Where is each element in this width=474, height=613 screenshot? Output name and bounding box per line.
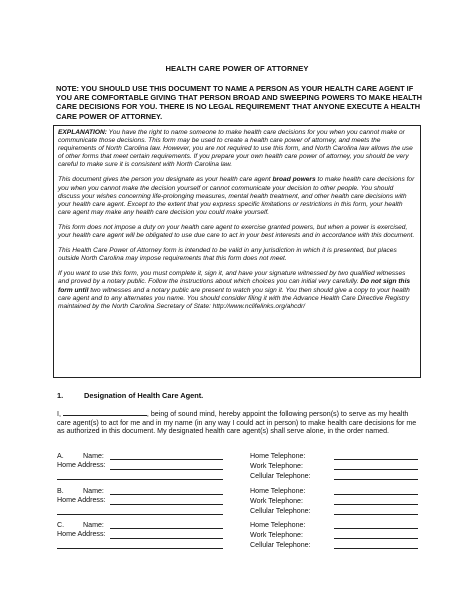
work-telephone-field[interactable] bbox=[334, 504, 418, 505]
agent-block-b bbox=[57, 487, 427, 521]
agent-name-field[interactable] bbox=[110, 494, 223, 495]
home-telephone-label: Home Telephone: bbox=[250, 521, 306, 529]
name-label: Name: bbox=[83, 487, 104, 495]
home-telephone-field[interactable] bbox=[334, 528, 418, 529]
agent-address-field-2[interactable] bbox=[57, 514, 223, 515]
section-1-heading bbox=[57, 391, 203, 400]
name-label: Name: bbox=[83, 452, 104, 460]
address-label: Home Address: bbox=[57, 496, 106, 504]
cell-telephone-field[interactable] bbox=[334, 548, 418, 549]
agent-address-field-2[interactable] bbox=[57, 479, 223, 480]
agent-name-field[interactable] bbox=[110, 528, 223, 529]
agent-name-field[interactable] bbox=[110, 459, 223, 460]
agent-letter: B. bbox=[57, 487, 64, 495]
explanation-paragraph-1: EXPLANATION: You have the right to name someone to make health care decisions for you when you cannot make or communicate those decisions. This form may be used to create a health care power of attorney, and meets the requirements of North Carolina law. However, you are not required to use this form, and North Carolina law allows the use of other forms that meet certain requirements. If you prepare your own health care power of attorney, you should be very careful to make sure it is consistent with North Carolina law. bbox=[58, 129, 413, 169]
section-number: 1. bbox=[57, 391, 64, 400]
home-telephone-label: Home Telephone: bbox=[250, 487, 306, 495]
cell-telephone-field[interactable] bbox=[334, 479, 418, 480]
agent-letter: C. bbox=[57, 521, 65, 529]
explanation-paragraph-3: This form does not impose a duty on your health care agent to exercise granted powers, but when a power is exercised, your health care agent will be obligated to use due care to act in your best interests and in accordance with this document. bbox=[58, 223, 415, 240]
work-telephone-label: Work Telephone: bbox=[250, 462, 303, 470]
address-label: Home Address: bbox=[57, 530, 106, 538]
explanation-box bbox=[53, 125, 421, 378]
address-label: Home Address: bbox=[57, 461, 106, 469]
section-title: Designation of Health Care Agent. bbox=[84, 391, 204, 400]
agent-block-a bbox=[57, 452, 427, 486]
cell-telephone-field[interactable] bbox=[334, 514, 418, 515]
agent-address-field[interactable] bbox=[110, 469, 223, 470]
cell-telephone-label: Cellular Telephone: bbox=[250, 472, 311, 480]
work-telephone-field[interactable] bbox=[334, 469, 418, 470]
legal-note: NOTE: YOU SHOULD USE THIS DOCUMENT TO NAME A PERSON AS YOUR HEALTH CARE AGENT IF YOU ARE COMFORTABLE GIVING THAT PERSON BROAD AND SWEEPING POWERS TO MAKE HEALTH CARE DECISIONS FOR YOU. THERE IS NO LEGAL REQUIREMENT THAT ANYONE EXECUTE A HEALTH CARE POWER OF ATTORNEY. bbox=[56, 84, 422, 121]
explanation-paragraph-4: This Health Care Power of Attorney form is intended to be valid in any jurisdiction in which it is presented, but places outside North Carolina may impose requirements that this form does not meet. bbox=[58, 247, 397, 263]
principal-name-field[interactable] bbox=[63, 408, 147, 416]
work-telephone-label: Work Telephone: bbox=[250, 531, 303, 539]
explanation-label: EXPLANATION: bbox=[58, 129, 107, 136]
designation-intro: I, , being of sound mind, hereby appoint the following person(s) to serve as my health care agent(s) to act for me and in my name (in any way I could act in person) to make health care decisions for me as authorized in this document. My designated health care agent(s) shall serve alone, in the order named. bbox=[57, 410, 417, 436]
cell-telephone-label: Cellular Telephone: bbox=[250, 507, 311, 515]
home-telephone-label: Home Telephone: bbox=[250, 452, 306, 460]
agent-letter: A. bbox=[57, 452, 64, 460]
explanation-paragraph-2: This document gives the person you designate as your health care agent broad powers to make health care decisions for you when you cannot make the decision yourself or cannot communicate your decision to other people. You should discuss your wishes concerning life-prolonging measures, mental health treatment, and other health care decisions with your health care agent. Except to the extent that you express specific limitations or restrictions in this form, your health care agent may make any health care decision you could make yourself. bbox=[58, 176, 415, 216]
home-telephone-field[interactable] bbox=[334, 494, 418, 495]
name-label: Name: bbox=[83, 521, 104, 529]
agent-address-field-2[interactable] bbox=[57, 548, 223, 549]
agent-address-field[interactable] bbox=[110, 538, 223, 539]
work-telephone-label: Work Telephone: bbox=[250, 497, 303, 505]
home-telephone-field[interactable] bbox=[334, 459, 418, 460]
document-title: HEALTH CARE POWER OF ATTORNEY bbox=[165, 64, 309, 73]
agent-block-c bbox=[57, 521, 427, 555]
explanation-paragraph-5: If you want to use this form, you must complete it, sign it, and have your signature witnessed by two qualified witnesses and proved by a notary public. Follow the instructions about which choices you can initial very carefully. Do not sign this form until two witnesses and a notary public are present to watch you sign it. You then should give a copy to your health care agent and to any alternates you name. You should consider filing it with the Advance Health Care Directive Registry maintained by the North Carolina Secretary of State: http://www.nclifelinks.org/ahcdr/ bbox=[58, 270, 411, 310]
work-telephone-field[interactable] bbox=[334, 538, 418, 539]
cell-telephone-label: Cellular Telephone: bbox=[250, 541, 311, 549]
agent-address-field[interactable] bbox=[110, 504, 223, 505]
